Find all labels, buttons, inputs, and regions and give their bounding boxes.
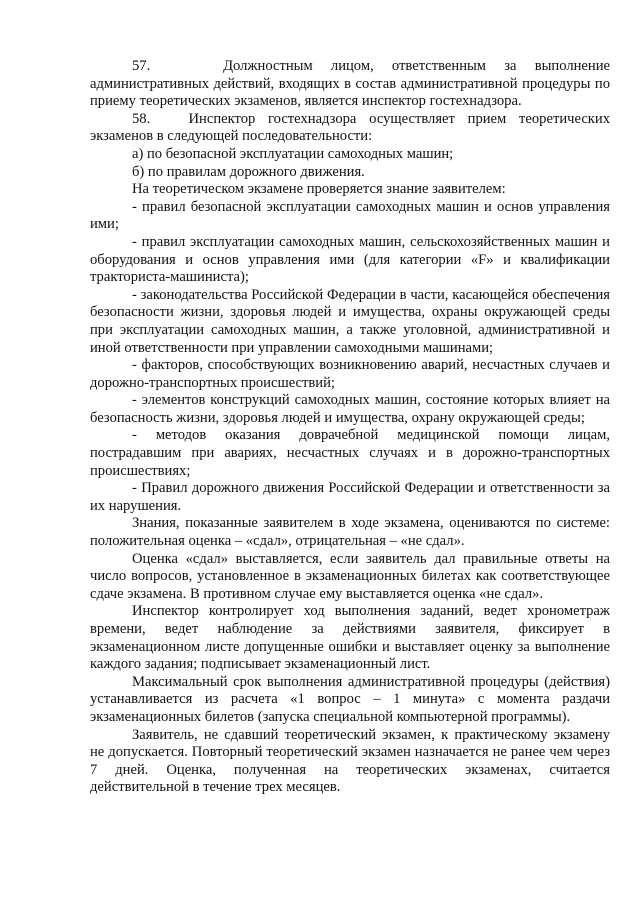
list-item-a: а) по безопасной эксплуатации самоходных машин;: [132, 145, 454, 162]
bullet-operation-rules: - правил эксплуатации самоходных машин, сельскохозяйственных машин и оборудования и основ управления ими (для категории «F» и квалификации тракториста-машиниста);: [90, 233, 610, 286]
bullet-traffic-rules: - Правил дорожного движения Российской Федерации и ответственности за их нарушения.: [90, 480, 610, 514]
time-limit: Максимальный срок выполнения административной процедуры (действия) устанавливается из расчета «1 вопрос – 1 минута» с момента раздачи экзаменационных билетов (запуска специальной компьютерной программы).: [90, 673, 610, 725]
bullet-construction-elements: - элементов конструкций самоходных машин, состояние которых влияет на безопасность жизни, здоровья людей и имущества, охрану окружающей среды;: [90, 392, 610, 426]
bullet-safe-operation: - правил безопасной эксплуатации самоходных машин и основ управления ими;: [90, 198, 610, 233]
retake-rules: Заявитель, не сдавший теоретический экзамен, к практическому экзамену не допускается. Повторный теоретический экзамен назначается не ранее чем через 7 дней. Оценка, полученная на теоретических экзаменах, считается действительной в течение трех месяцев.: [90, 726, 610, 796]
document-page: [90, 58, 610, 797]
bullet-first-aid: - методов оказания доврачебной медицинской помощи лицам, пострадавшим при авариях, несчастных случаях и в дорожно-транспортных происшествиях;: [90, 427, 610, 479]
bullet-legislation: - законодательства Российской Федерации в части, касающейся обеспечения безопасности жизни, здоровья людей и имущества, охраны окружающей среды при эксплуатации самоходных машин, а также уголовной, административной и иной ответственности при управлении самоходными машинами;: [90, 286, 610, 356]
inspector-duties: Инспектор контролирует ход выполнения заданий, ведет хронометраж времени, ведет наблюдение за действиями заявителя, фиксирует в экзаменационном листе допущенные ошибки и выставляет оценку за выполнение каждого задания; подписывает экзаменационный лист.: [90, 603, 610, 673]
paragraph-58: 58. Инспектор гостехнадзора осуществляет прием теоретических экзаменов в следующей последовательности:: [90, 110, 610, 145]
exam-knowledge-intro: На теоретическом экзамене проверяется знание заявителем:: [132, 181, 506, 198]
paragraph-57: 57. Должностным лицом, ответственным за выполнение административных действий, входящих в состав административной процедуры по приему теоретических экзаменов, является инспектор гостехнадзора.: [90, 58, 610, 110]
grading-system: Знания, показанные заявителем в ходе экзамена, оцениваются по системе: положительная оценка – «сдал», отрицательная – «не сдал».: [90, 515, 610, 550]
pass-criteria: Оценка «сдал» выставляется, если заявитель дал правильные ответы на число вопросов, установленное в экзаменационных билетах как соответствующее сдаче экзамена. В противном случае ему выставляется оценка «не сдал».: [90, 550, 610, 602]
bullet-accident-factors: - факторов, способствующих возникновению аварий, несчастных случаев и дорожно-транспортных происшествий;: [90, 357, 610, 391]
list-item-b: б) по правилам дорожного движения.: [132, 163, 365, 180]
